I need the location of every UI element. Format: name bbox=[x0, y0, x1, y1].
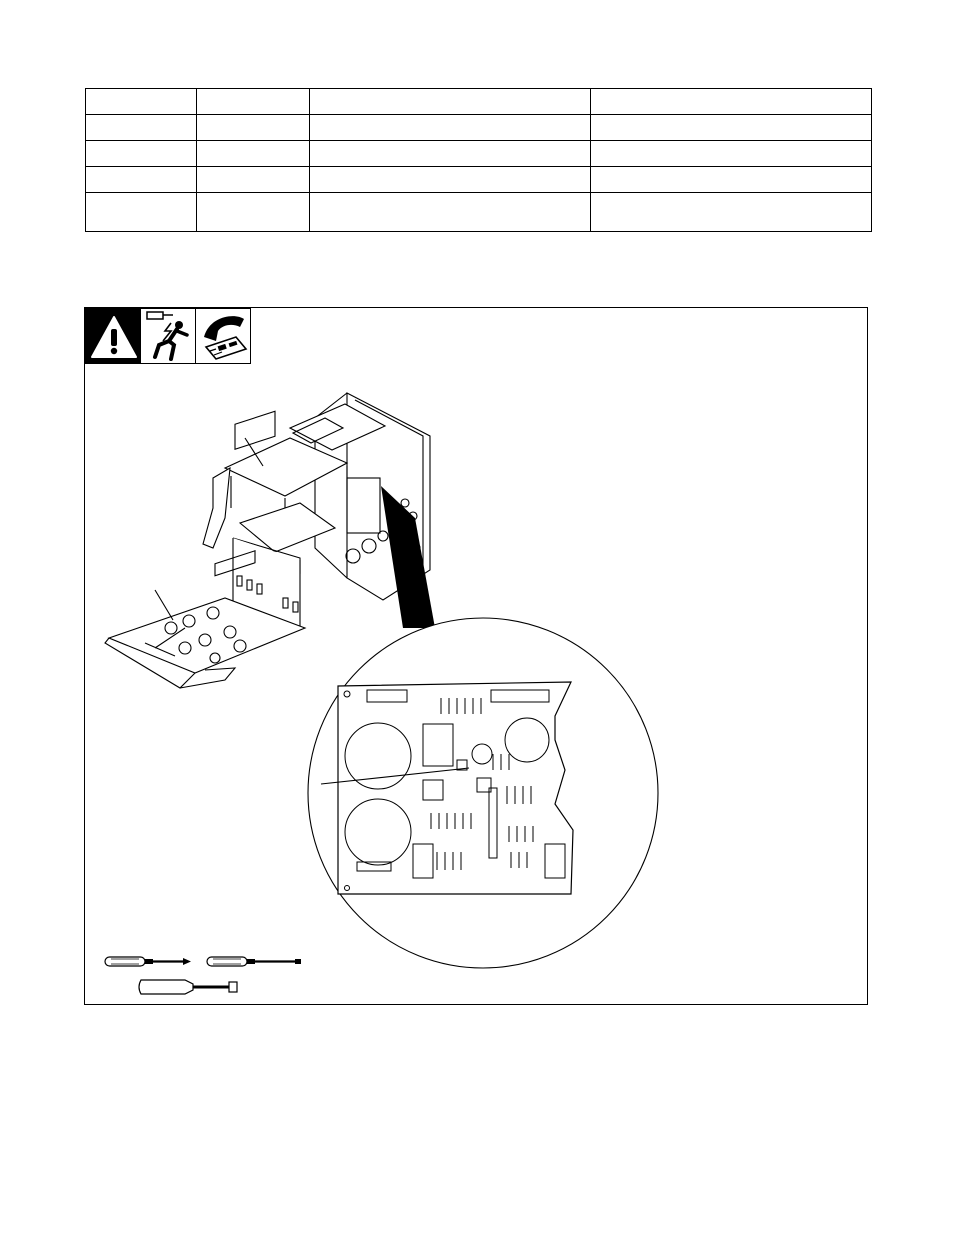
table-cell bbox=[310, 193, 591, 232]
table-row bbox=[86, 193, 872, 232]
table-cell bbox=[591, 89, 872, 115]
table-cell bbox=[591, 167, 872, 193]
table-cell bbox=[86, 89, 197, 115]
table-cell bbox=[591, 115, 872, 141]
spec-table-wrapper bbox=[85, 88, 871, 232]
table-cell bbox=[86, 167, 197, 193]
flat-screwdriver-icon bbox=[207, 957, 301, 966]
table-cell bbox=[310, 141, 591, 167]
assembly-illustration bbox=[85, 308, 869, 1006]
table-cell bbox=[197, 89, 310, 115]
table-cell bbox=[591, 141, 872, 167]
table-cell bbox=[86, 115, 197, 141]
table-cell bbox=[591, 193, 872, 232]
table-row bbox=[86, 141, 872, 167]
table-cell bbox=[197, 115, 310, 141]
table-cell bbox=[310, 89, 591, 115]
table-row bbox=[86, 89, 872, 115]
table-row bbox=[86, 167, 872, 193]
spec-table bbox=[85, 88, 872, 232]
table-cell bbox=[197, 193, 310, 232]
table-row bbox=[86, 115, 872, 141]
leader-line-bottom bbox=[155, 590, 173, 620]
table-cell bbox=[197, 141, 310, 167]
table-cell bbox=[86, 141, 197, 167]
circuit-board bbox=[338, 682, 573, 894]
illustration-panel bbox=[84, 307, 868, 1005]
table-cell bbox=[86, 193, 197, 232]
table-cell bbox=[197, 167, 310, 193]
phillips-screwdriver-icon bbox=[105, 957, 191, 966]
table-cell bbox=[310, 167, 591, 193]
table-cell bbox=[310, 115, 591, 141]
nut-driver-icon bbox=[139, 980, 237, 994]
